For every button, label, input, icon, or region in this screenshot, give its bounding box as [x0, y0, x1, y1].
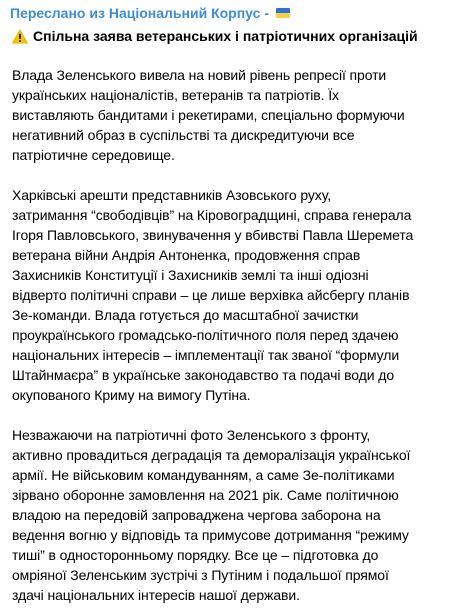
post-body [10, 65, 435, 605]
paragraph-2-line: Ігоря Павловського, звинувачення у вбивстві Павла Шеремета [12, 227, 414, 243]
paragraph-2-line: Захисників Конституції і Захисників землі та інші одіозні [12, 267, 369, 283]
post-title-line [10, 25, 435, 47]
paragraph-3-line: владою на передовій запроваджена чергова заборона на [12, 507, 381, 523]
paragraph-3-line: активно провадиться деградація та деморалізація української [12, 447, 411, 463]
paragraph-3-line: здачі національних інтересів нашої держави. [12, 587, 300, 603]
paragraph-1-line: українських націоналістів, ветеранів та патріотів. Їх [12, 87, 339, 103]
paragraph-1-line: виставляють бандитами і рекетирами, спеціально формуючи [12, 107, 405, 123]
paragraph-2-line: відверто політичні справи – це лише верхівка айсбергу планів [12, 287, 410, 303]
paragraph-2-line: національних інтересів – імплементації так званої “формули [12, 347, 400, 363]
paragraph-3-line: омріяної Зеленським зустрічі з Путіним і подальшої прямої [12, 567, 389, 583]
paragraph-2-line: Зе-команди. Влада готується до масштабної зачистки [12, 307, 359, 323]
forwarded-prefix: Переслано из [10, 5, 105, 21]
forwarded-channel-name[interactable]: Національний Корпус [108, 5, 261, 21]
paragraph-2-line: Харківські арешти представників Азовського руху, [12, 187, 331, 203]
paragraph-3-line: зірвано оборонне замовлення на 2021 рік. Саме політичною [12, 487, 399, 503]
paragraph-3-line: тиші” в односторонньому порядку. Все це – підготовка до [12, 547, 379, 563]
paragraph-3-line: Незважаючи на патріотичні фото Зеленського з фронту, [12, 427, 371, 443]
paragraph-3-line: ведення вогню у відповідь та примусове дотримання “режиму [12, 527, 409, 543]
warning-icon [12, 29, 28, 44]
flag-bottom-stripe [276, 13, 290, 18]
forwarded-separator: - [264, 5, 270, 21]
paragraph-2-line: ветерана війни Андрія Антоненка, продовження справ [12, 247, 361, 263]
paragraph-3-line: армії. Не військовим командуванням, а саме Зе-політиками [12, 467, 395, 483]
paragraph-2-line: затримання “свободівців” на Кіровоградщині, справа генерала [12, 207, 412, 223]
paragraph-gap [12, 165, 435, 185]
paragraph-gap [12, 405, 435, 425]
paragraph-2-line: проукраїнського громадсько-політичного поля перед здачею [12, 327, 399, 343]
paragraph-1-line: патріотичне середовище. [12, 147, 175, 163]
ukraine-flag-icon [276, 8, 290, 18]
paragraph-2-line: окупованого Криму на вимогу Путіна. [12, 387, 251, 403]
forwarded-from-header[interactable] [10, 3, 435, 23]
paragraph-1-line: негативний образ в суспільстві та дискредитуючи все [12, 127, 355, 143]
paragraph-2-line: Штайнмаєра” в українське законодавство та подачі води до [12, 367, 395, 383]
paragraph-1-line: Влада Зеленського вивела на новий рівень репресії проти [12, 67, 387, 83]
post-title: Спільна заява ветеранських і патріотичних організацій [33, 28, 418, 44]
